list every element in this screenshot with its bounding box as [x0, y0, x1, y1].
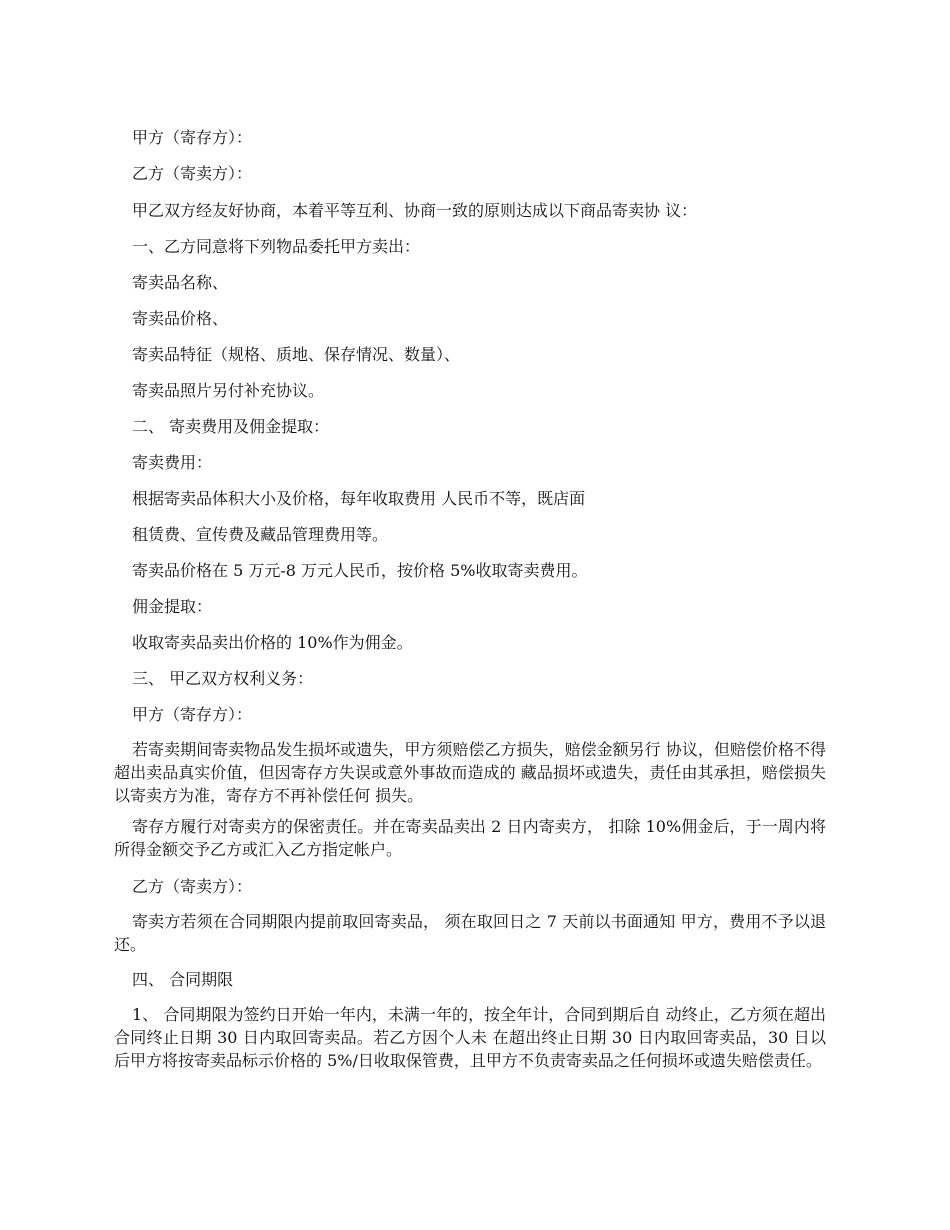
party-b-line: 乙方（寄卖方）：	[132, 164, 253, 183]
intro-line: 甲乙双方经友好协商，本着平等互利、协商一致的原则达成以下商品寄卖协 议：	[132, 201, 698, 220]
party-a-duties-heading: 甲方（寄存方）：	[132, 705, 253, 724]
early-withdrawal-paragraph: 寄卖方若须在合同期限内提前取回寄卖品， 须在取回日之 7 天前以书面通知 甲方，费用不予以退还。	[114, 912, 826, 954]
section-3-heading: 三、 甲乙双方权利义务：	[132, 669, 314, 688]
confidentiality-paragraph: 寄存方履行对寄卖方的保密责任。并在寄卖品卖出 2 日内寄卖方， 扣除 10%佣金后，于一周内将所得金额交予乙方或汇入乙方指定帐户。	[114, 817, 826, 859]
fee-items-line: 租赁费、宣传费及藏品管理费用等。	[132, 525, 389, 544]
section-4-heading: 四、 合同期限	[132, 970, 234, 989]
fee-heading: 寄卖费用：	[132, 453, 213, 472]
loss-compensation-paragraph: 若寄卖期间寄卖物品发生损坏或遗失，甲方须赔偿乙方损失，赔偿金额另行 协议，但赔偿价格不得超出卖品真实价值，但因寄存方失误或意外事故而造成的 藏品损坏或遗失，责任由其承担，赔偿损失以寄卖方为准，寄存方不再补偿任何 损失。	[114, 740, 826, 805]
section-1-heading: 一、乙方同意将下列物品委托甲方卖出：	[132, 237, 421, 256]
party-b-duties-heading: 乙方（寄卖方）：	[132, 877, 253, 896]
party-a-line: 甲方（寄存方）：	[132, 128, 253, 147]
item-photo-line: 寄卖品照片另付补充协议。	[132, 381, 325, 400]
item-features-line: 寄卖品特征（规格、质地、保存情况、数量）、	[132, 345, 461, 364]
commission-line: 收取寄卖品卖出价格的 10%作为佣金。	[132, 633, 413, 652]
fee-rate-line: 寄卖品价格在 5 万元-8 万元人民币，按价格 5%收取寄卖费用。	[132, 561, 588, 580]
commission-heading: 佣金提取：	[132, 597, 213, 616]
section-2-heading: 二、 寄卖费用及佣金提取：	[132, 417, 330, 436]
fee-basis-line: 根据寄卖品体积大小及价格，每年收取费用 人民币不等，既店面	[132, 489, 586, 508]
item-name-line: 寄卖品名称、	[132, 273, 229, 292]
item-price-line: 寄卖品价格、	[132, 309, 229, 328]
contract-term-paragraph: 1、 合同期限为签约日开始一年内，未满一年的，按全年计，合同到期后自 动终止，乙方须在超出合同终止日期 30 日内取回寄卖品。若乙方因个人未 在超出终止日期 30 日内取回寄卖品，30 日以后甲方将按寄卖品标示价格的 5%/日收取保管费，且甲方不负责寄卖品之任何损坏或遗失赔偿责任。	[114, 1005, 826, 1070]
